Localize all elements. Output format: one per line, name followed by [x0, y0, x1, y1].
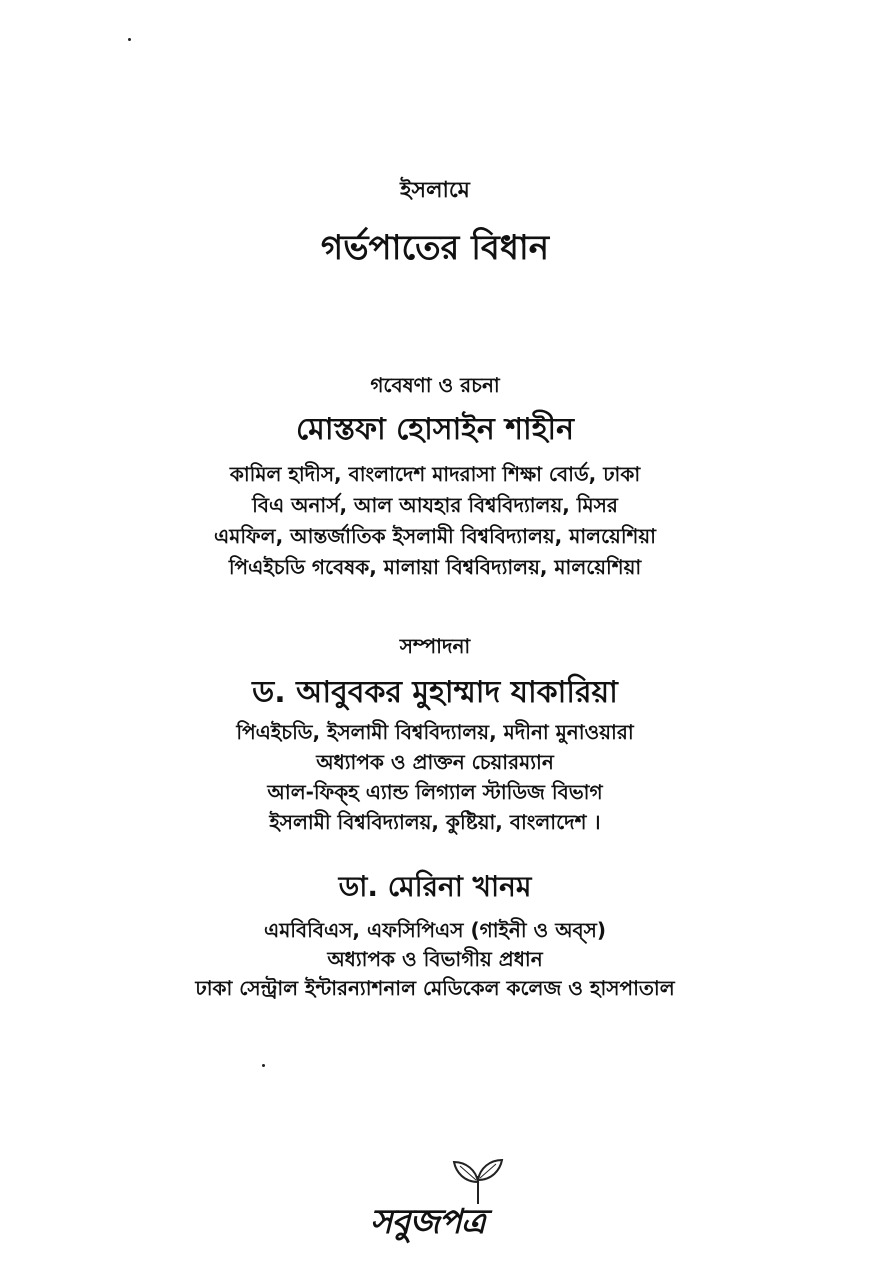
author-credential: পিএইচডি গবেষক, মালায়া বিশ্ববিদ্যালয়, মালয়েশিয়া	[228, 555, 642, 579]
medical-editor-credential: এমবিবিএস, এফসিপিএস (গাইনী ও অব্‌স)	[263, 918, 607, 942]
book-title: গর্ভপাতের বিধান	[320, 228, 550, 268]
medical-editor-credential: অধ্যাপক ও বিভাগীয় প্রধান	[327, 947, 543, 971]
medical-editor-name: ডা. মেরিনা খানম	[338, 870, 532, 903]
author-credential: কামিল হাদীস, বাংলাদেশ মাদরাসা শিক্ষা বোর্ড, ঢাকা	[229, 462, 641, 486]
author-role-label: গবেষণা ও রচনা	[370, 373, 500, 397]
publisher-logo-text: সবুজপত্র	[370, 1202, 485, 1242]
medical-editor-credential: ঢাকা সেন্ট্রাল ইন্টারন্যাশনাল মেডিকেল কলেজ ও হাসপাতাল	[195, 976, 675, 1000]
title-kicker: ইসলামে	[400, 178, 470, 203]
author-name: মোস্তফা হোসাইন শাহীন	[296, 412, 574, 447]
scan-speck	[262, 1064, 265, 1067]
editor-credential: অধ্যাপক ও প্রাক্তন চেয়ারম্যান	[316, 750, 554, 774]
author-credential: বিএ অনার্স, আল আযহার বিশ্ববিদ্যালয়, মিসর	[252, 493, 618, 517]
editor-credential: পিএইচডি, ইসলামী বিশ্ববিদ্যালয়, মদীনা মুনাওয়ারা	[236, 720, 634, 744]
editor-credential: আল-ফিক্‌হ এ্যান্ড লিগ্যাল স্টাডিজ বিভাগ	[267, 780, 603, 804]
author-credential: এমফিল, আন্তর্জাতিক ইসলামী বিশ্ববিদ্যালয়, মালয়েশিয়া	[214, 524, 656, 548]
editor-role-label: সম্পাদনা	[399, 634, 471, 658]
editor-credential: ইসলামী বিশ্ববিদ্যালয়, কুষ্টিয়া, বাংলাদেশ ।	[269, 810, 601, 834]
publisher-logo	[360, 1158, 530, 1248]
editor-name: ড. আবুবকর মুহাম্মাদ যাকারিয়া	[252, 675, 618, 710]
scan-speck	[128, 38, 131, 41]
